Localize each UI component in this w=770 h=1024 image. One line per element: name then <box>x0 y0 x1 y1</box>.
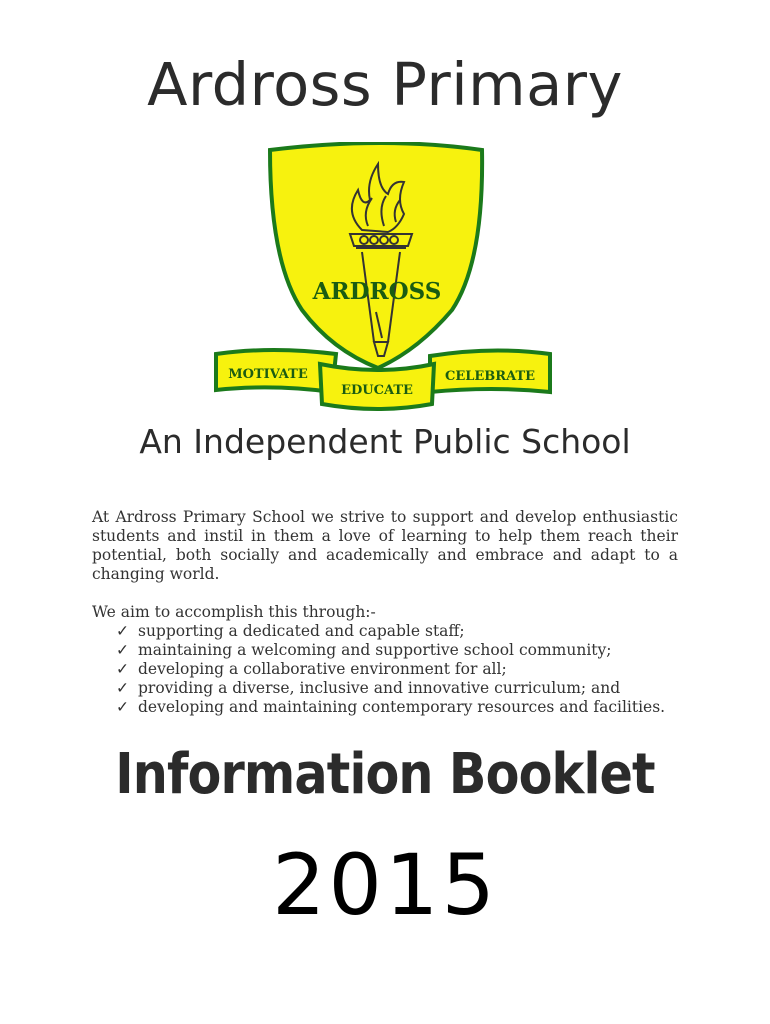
school-crest <box>212 142 556 414</box>
list-item <box>116 698 678 717</box>
aims-list <box>92 622 678 717</box>
aim-heading: We aim to accomplish this through:- <box>92 603 376 621</box>
motto-motivate: MOTIVATE <box>228 367 308 382</box>
list-item-text: maintaining a welcoming and supportive school community; <box>138 641 612 659</box>
list-item-text: developing a collaborative environment for all; <box>138 660 507 678</box>
booklet-title: Information Booklet <box>115 742 655 807</box>
list-item-text: providing a diverse, inclusive and innovative curriculum; and <box>138 679 621 697</box>
list-item-text: supporting a dedicated and capable staff; <box>138 622 465 640</box>
list-item <box>116 622 678 641</box>
check-icon: ✓ <box>116 698 129 716</box>
check-icon: ✓ <box>116 660 129 678</box>
check-icon: ✓ <box>116 679 129 697</box>
list-item-text: developing and maintaining contemporary resources and facilities. <box>138 698 666 716</box>
list-item <box>116 641 678 660</box>
check-icon: ✓ <box>116 641 129 659</box>
check-icon: ✓ <box>116 622 129 640</box>
crest-name: ARDROSS <box>312 278 442 305</box>
intro-paragraph: At Ardross Primary School we strive to support and develop enthusiastic students and instil in them a love of learning to help them reach their potential, both socially and academically and embrace and adapt to a changing world. <box>92 508 678 583</box>
list-item <box>116 679 678 698</box>
body-text <box>92 508 678 717</box>
motto-educate: EDUCATE <box>341 383 413 398</box>
shield-icon <box>270 143 482 368</box>
page-subtitle: An Independent Public School <box>139 422 631 461</box>
page-title: Ardross Primary <box>147 50 623 119</box>
motto-celebrate: CELEBRATE <box>444 369 536 384</box>
list-item <box>116 660 678 679</box>
booklet-year: 2015 <box>272 836 498 934</box>
